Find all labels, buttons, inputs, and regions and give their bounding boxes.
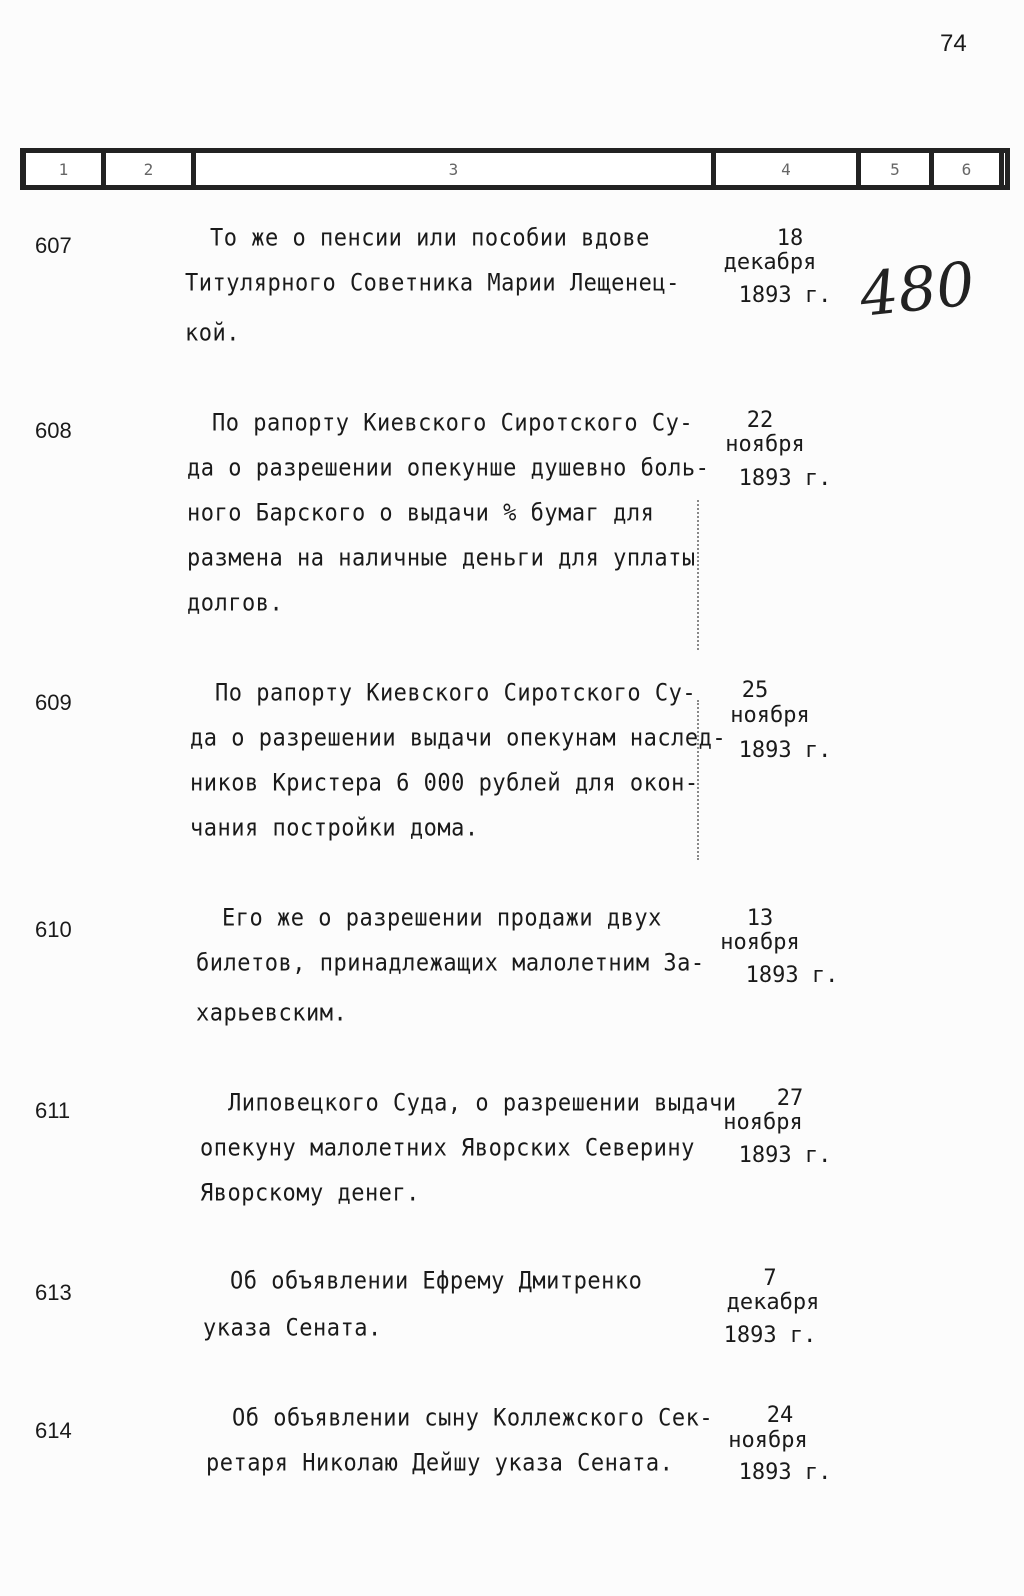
entry-date-year: 1893 г.: [745, 963, 839, 988]
entry-number: 613: [35, 1280, 72, 1305]
entry-text-line: указа Сената.: [203, 1314, 382, 1343]
entry-text-line: Титулярного Советника Марии Лещенец-: [185, 269, 680, 298]
entry-date-month: декабря: [723, 250, 817, 275]
header-col-1: 1: [26, 153, 106, 185]
entry-text-line: Об объявлении Ефрему Дмитренко: [230, 1267, 643, 1296]
entry-text-line: да о разрешении опекунше душевно боль-: [187, 454, 710, 483]
entry-date-year: 1893 г.: [738, 466, 832, 491]
header-col-3: 3: [196, 153, 716, 185]
entry-date-day: 27: [776, 1086, 804, 1111]
header-col-5: 5: [861, 153, 934, 185]
entry-date-month: ноября: [730, 703, 810, 728]
entry-text-line: кой.: [185, 319, 240, 348]
entry-text-line: Об объявлении сыну Коллежского Сек-: [232, 1404, 714, 1433]
entry-number: 608: [35, 418, 72, 443]
header-col-2: 2: [106, 153, 196, 185]
entry-number: 614: [35, 1418, 72, 1443]
entry-date-month: декабря: [726, 1290, 820, 1315]
entry-text-line: ников Кристера 6 000 рублей для окон-: [190, 769, 699, 798]
column-header-bar: [20, 148, 1010, 190]
entry-text-line: долгов.: [187, 589, 284, 618]
entry-date-month: ноября: [723, 1110, 803, 1135]
entry-text-line: ного Барского о выдачи % бумаг для: [187, 499, 655, 528]
entry-date-day: 22: [746, 408, 774, 433]
entry-text-line: чания постройки дома.: [190, 814, 479, 843]
margin-line: [697, 500, 699, 650]
header-col-6: 6: [934, 153, 1004, 185]
entry-text-line: Липовецкого Суда, о разрешении выдачи: [228, 1089, 737, 1118]
entry-text-line: да о разрешении выдачи опекунам наслед-: [190, 724, 727, 753]
handwritten-note: 480: [856, 249, 978, 331]
entry-date-day: 18: [776, 226, 804, 251]
entry-date-day: 24: [766, 1403, 794, 1428]
entry-date-year: 1893 г.: [738, 1143, 832, 1168]
entry-text-line: По рапорту Киевского Сиротского Су-: [212, 409, 694, 438]
entry-date-day: 13: [746, 906, 774, 931]
entry-date-month: ноября: [720, 930, 800, 955]
entry-date-year: 1893 г.: [738, 738, 832, 763]
entry-date-day: 25: [741, 678, 769, 703]
entry-number: 607: [35, 233, 72, 258]
entry-text-line: размена на наличные деньги для уплаты: [187, 544, 696, 573]
entry-text-line: харьевским.: [196, 999, 348, 1028]
entry-text-line: ретаря Николаю Дейшу указа Сената.: [206, 1449, 674, 1478]
entry-text-line: опекуну малолетних Яворских Северину: [200, 1134, 695, 1163]
entry-date-year: 1893 г.: [723, 1323, 817, 1348]
entry-number: 611: [35, 1098, 71, 1123]
entry-text-line: То же о пенсии или пособии вдове: [210, 224, 650, 253]
entry-number: 609: [35, 690, 72, 715]
entry-number: 610: [35, 917, 72, 942]
entry-date-month: ноября: [725, 432, 805, 457]
entry-text-line: Яворскому денег.: [200, 1179, 420, 1208]
entry-date-day: 7: [763, 1266, 777, 1291]
header-col-4: 4: [716, 153, 861, 185]
entry-text-line: билетов, принадлежащих малолетним За-: [196, 949, 705, 978]
entry-date-year: 1893 г.: [738, 1460, 832, 1485]
entry-text-line: По рапорту Киевского Сиротского Су-: [215, 679, 697, 708]
entry-text-line: Его же о разрешении продажи двух: [222, 904, 662, 933]
page-number: 74: [940, 30, 967, 57]
entry-date-month: ноября: [728, 1428, 808, 1453]
entry-date-year: 1893 г.: [738, 283, 832, 308]
